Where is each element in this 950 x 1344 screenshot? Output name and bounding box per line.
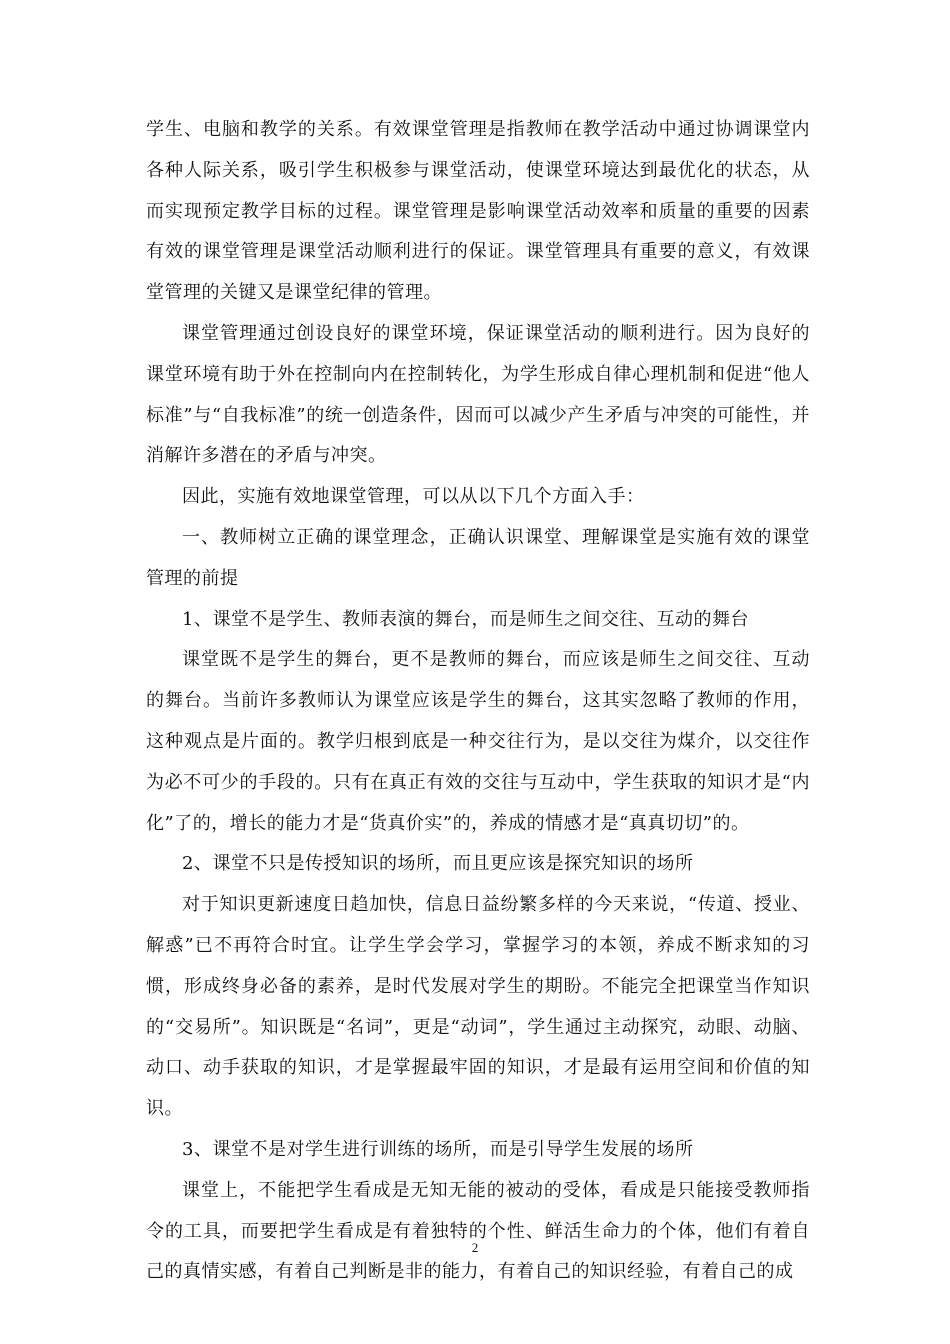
subheading-1: 1、课堂不是学生、教师表演的舞台，而是师生之间交往、互动的舞台 [182,608,749,630]
subheading-3: 3、课堂不是对学生进行训练的场所，而是引导学生发展的场所 [182,1138,694,1160]
paragraph-5: 对于知识更新速度日趋加快，信息日益纷繁多样的今天来说，“传道、授业、解惑”已不再符合时宜。让学生学会学习，掌握学习的本领，养成不断求知的习惯，形成终身必备的素养，是时代发展对学生的期盼。不能完全把课堂当作知识的“交易所”。知识既是“名词”，更是“动词”，学生通过主动探究，动眼、动脑、动口、动手获取的知识，才是掌握最牢固的知识，才是最有运用空间和价值的知识。 [146,894,810,1120]
paragraph-4: 课堂既不是学生的舞台，更不是教师的舞台，而应该是师生之间交往、互动的舞台。当前许多教师认为课堂应该是学生的舞台，这其实忽略了教师的作用，这种观点是片面的。教学归根到底是一种交往行为，是以交往为煤介，以交往作为必不可少的手段的。只有在真正有效的交往与互动中，学生获取的知识才是“内化”了的，增长的能力才是“货真价实”的，养成的情感才是“真真切切”的。 [146,649,810,834]
paragraph-1: 学生、电脑和教学的关系。有效课堂管理是指教师在教学活动中通过协调课堂内各种人际关系，吸引学生积极参与课堂活动，使课堂环境达到最优化的状态，从而实现预定教学目标的过程。课堂管理是影响课堂活动效率和质量的重要的因素有效的课堂管理是课堂活动顺利进行的保证。课堂管理具有重要的意义，有效课堂管理的关键又是课堂纪律的管理。 [146,119,810,304]
paragraph-6: 课堂上，不能把学生看成是无知无能的被动的受体，看成是只能接受教师指令的工具，而要把学生看成是有着独特的个性、鲜活生命力的个体，他们有着自己的真情实感，有着自己判断是非的能力，有着自己的知识经验，有着自己的成 [146,1179,810,1283]
section-heading-1: 一、教师树立正确的课堂理念，正确认识课堂、理解课堂是实施有效的课堂管理的前提 [146,526,810,589]
document-body [146,110,810,1293]
page-number: 2 [471,1240,479,1255]
paragraph-2: 课堂管理通过创设良好的课堂环境，保证课堂活动的顺利进行。因为良好的课堂环境有助于外在控制向内在控制转化，为学生形成自律心理机制和促进“他人标准”与“自我标准”的统一创造条件，因而可以减少产生矛盾与冲突的可能性，并消解许多潜在的矛盾与冲突。 [146,322,810,467]
subheading-2: 2、课堂不只是传授知识的场所，而且更应该是探究知识的场所 [182,853,694,875]
paragraph-3: 因此，实施有效地课堂管理，可以从以下几个方面入手： [182,486,645,508]
